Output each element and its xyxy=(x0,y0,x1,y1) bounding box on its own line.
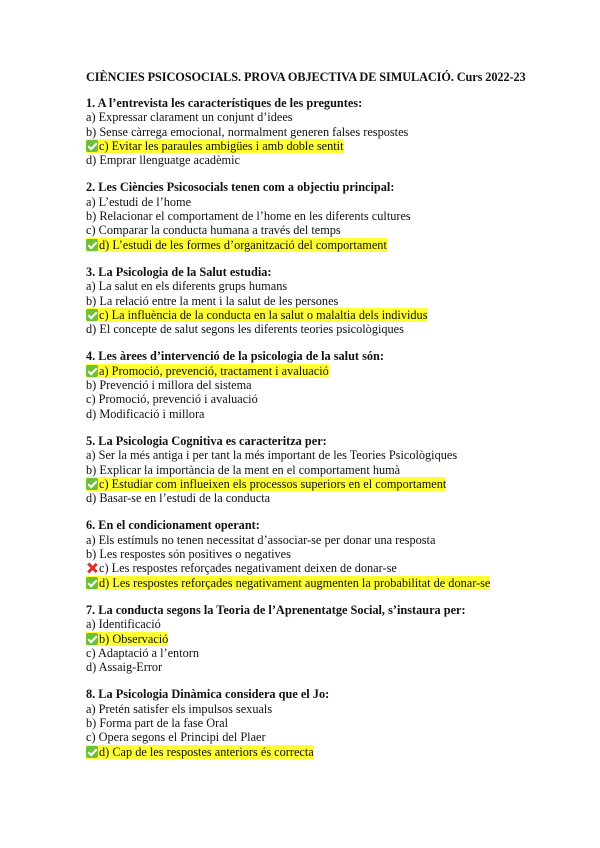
answer-text-wrap xyxy=(86,110,293,124)
answer-text: a) Identificació xyxy=(86,617,161,632)
check-mark-icon xyxy=(86,140,98,152)
answer-text-wrap xyxy=(86,716,228,730)
question-title: 7. La conducta segons la Teoria de l’Aprenentatge Social, s’instaura per: xyxy=(86,602,466,617)
answer-text: b) Relacionar el comportament de l’home en les diferents cultures xyxy=(86,209,411,224)
answer-option xyxy=(86,392,514,406)
answer-text: c) Opera segons el Principi del Plaer xyxy=(86,730,266,745)
highlighted-answer xyxy=(86,745,314,759)
question-title: 1. A l’entrevista les característiques de les preguntes: xyxy=(86,96,363,110)
answer-option xyxy=(86,407,514,421)
answer-option xyxy=(86,322,514,336)
answer-option xyxy=(86,223,514,237)
answer-option xyxy=(86,364,514,378)
answer-option xyxy=(86,139,514,153)
answer-option xyxy=(86,730,514,744)
answer-option xyxy=(86,660,514,674)
answer-option xyxy=(86,209,514,223)
answer-text: c) La influència de la conducta en la salut o malaltia dels individus xyxy=(99,307,428,322)
question-5 xyxy=(86,434,514,505)
answer-text: a) Pretén satisfer els impulsos sexuals xyxy=(86,701,273,716)
answer-text: d) Assaig-Error xyxy=(86,660,163,675)
answer-text-wrap xyxy=(86,463,400,477)
answer-text-wrap xyxy=(86,294,338,308)
answer-text: b) Prevenció i millora del sistema xyxy=(86,378,252,393)
answer-option xyxy=(86,477,514,491)
question-title: 6. En el condicionament operant: xyxy=(86,518,260,533)
answer-option xyxy=(86,195,514,209)
answer-text: d) L’estudi de les formes d’organització del comportament xyxy=(99,237,387,252)
answer-option xyxy=(86,153,514,167)
answer-text: c) Promoció, prevenció i avaluació xyxy=(86,392,258,407)
answer-text-wrap xyxy=(86,491,270,505)
question-list xyxy=(86,96,514,759)
answer-text-wrap xyxy=(86,561,397,575)
highlighted-answer xyxy=(86,364,329,378)
answer-text-wrap xyxy=(86,378,252,392)
answer-option xyxy=(86,702,514,716)
highlighted-answer xyxy=(86,139,344,153)
answer-option xyxy=(86,576,514,590)
answer-option xyxy=(86,294,514,308)
answer-option xyxy=(86,533,514,547)
answer-text: d) Modificació i millora xyxy=(86,406,205,421)
highlighted-answer xyxy=(86,238,387,252)
answer-text-wrap xyxy=(86,223,341,237)
answer-text-wrap xyxy=(86,547,291,561)
answer-option xyxy=(86,491,514,505)
answer-option xyxy=(86,463,514,477)
answer-text-wrap xyxy=(86,617,161,631)
answer-option xyxy=(86,308,514,322)
cross-mark-icon xyxy=(86,562,98,574)
answer-text: c) Les respostes reforçades negativament deixen de donar-se xyxy=(99,561,397,576)
check-mark-icon xyxy=(86,239,98,251)
answer-text: b) Forma part de la fase Oral xyxy=(86,715,229,730)
answer-option xyxy=(86,125,514,139)
check-mark-icon xyxy=(86,309,98,321)
answer-text-wrap xyxy=(86,125,408,139)
answer-text-wrap xyxy=(86,407,205,421)
answer-text: c) Adaptació a l’entorn xyxy=(86,645,200,660)
question-1 xyxy=(86,96,514,167)
answer-text: c) Evitar les paraules ambigües i amb doble sentit xyxy=(99,138,344,153)
answer-option xyxy=(86,448,514,462)
highlighted-answer xyxy=(86,632,168,646)
check-mark-icon xyxy=(86,478,98,490)
check-mark-icon xyxy=(86,746,98,758)
answer-text: a) Expressar clarament un conjunt d’idees xyxy=(86,110,293,125)
document-title: CIÈNCIES PSICOSOCIALS. PROVA OBJECTIVA DE SIMULACIÓ. Curs 2022-23 xyxy=(86,70,526,84)
answer-option xyxy=(86,547,514,561)
question-title: 5. La Psicologia Cognitiva es caracteritza per: xyxy=(86,433,327,448)
answer-text: d) Cap de les respostes anteriors és correcta xyxy=(99,744,314,759)
answer-text-wrap xyxy=(86,660,162,674)
answer-text: b) Observació xyxy=(99,631,169,646)
answer-option xyxy=(86,745,514,759)
check-mark-icon xyxy=(86,577,98,589)
answer-text-wrap xyxy=(86,322,404,336)
answer-text-wrap xyxy=(86,209,411,223)
answer-text: d) Emprar llenguatge acadèmic xyxy=(86,153,240,168)
question-6 xyxy=(86,518,514,589)
answer-text-wrap xyxy=(86,392,258,406)
answer-text-wrap xyxy=(86,533,435,547)
answer-text-wrap xyxy=(86,195,191,209)
answer-text: a) La salut en els diferents grups humans xyxy=(86,279,288,294)
question-title: 4. Les àrees d’intervenció de la psicologia de la salut són: xyxy=(86,349,384,364)
answer-text: b) La relació entre la ment i la salut de les persones xyxy=(86,293,339,308)
answer-text: c) Estudiar com influeixen els processos superiors en el comportament xyxy=(99,476,447,491)
question-title: 2. Les Ciències Psicosocials tenen com a objectiu principal: xyxy=(86,180,395,195)
answer-option xyxy=(86,632,514,646)
check-mark-icon xyxy=(86,633,98,645)
answer-text: b) Sense càrrega emocional, normalment generen falses respostes xyxy=(86,124,409,139)
answer-text: d) El concepte de salut segons les diferents teories psicològiques xyxy=(86,322,404,337)
answer-text: d) Les respostes reforçades negativament augmenten la probabilitat de donar-se xyxy=(99,575,491,590)
answer-option xyxy=(86,617,514,631)
answer-text-wrap xyxy=(86,153,240,167)
answer-option xyxy=(86,561,514,575)
answer-text: a) L’estudi de l’home xyxy=(86,194,192,209)
question-2 xyxy=(86,180,514,251)
question-3 xyxy=(86,265,514,336)
answer-option xyxy=(86,279,514,293)
question-8 xyxy=(86,687,514,758)
answer-text-wrap xyxy=(86,448,457,462)
answer-text: d) Basar-se en l’estudi de la conducta xyxy=(86,491,271,506)
check-mark-icon xyxy=(86,365,98,377)
answer-option xyxy=(86,378,514,392)
highlighted-answer xyxy=(86,477,446,491)
answer-option xyxy=(86,238,514,252)
answer-text: a) Els estímuls no tenen necessitat d’associar-se per donar una resposta xyxy=(86,532,436,547)
answer-text-wrap xyxy=(86,702,272,716)
answer-text: b) Explicar la importància de la ment en el comportament humà xyxy=(86,462,401,477)
answer-text-wrap xyxy=(86,730,266,744)
answer-text: b) Les respostes són positives o negatives xyxy=(86,547,291,562)
answer-text: c) Comparar la conducta humana a través del temps xyxy=(86,223,341,238)
question-7 xyxy=(86,603,514,674)
answer-option xyxy=(86,110,514,124)
question-4 xyxy=(86,349,514,420)
answer-text: a) Promoció, prevenció, tractament i avaluació xyxy=(99,363,329,378)
answer-text-wrap xyxy=(86,646,199,660)
question-title: 3. La Psicologia de la Salut estudia: xyxy=(86,264,272,279)
question-title: 8. La Psicologia Dinàmica considera que el Jo: xyxy=(86,687,330,702)
highlighted-answer xyxy=(86,576,490,590)
answer-option xyxy=(86,716,514,730)
answer-text: a) Ser la més antiga i per tant la més important de les Teories Psicològiques xyxy=(86,448,458,463)
answer-option xyxy=(86,646,514,660)
highlighted-answer xyxy=(86,308,428,322)
answer-text-wrap xyxy=(86,279,287,293)
